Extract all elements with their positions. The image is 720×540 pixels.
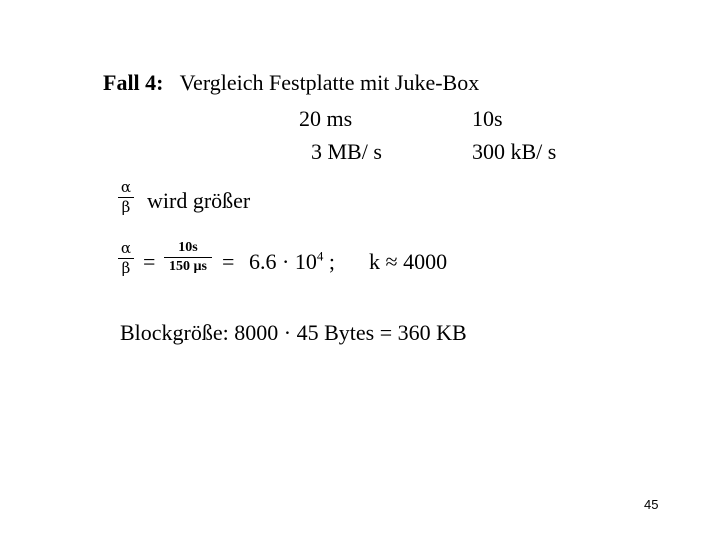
rate-jukebox: 300 kB/ s bbox=[472, 139, 557, 164]
fraction-numerator: 10s bbox=[178, 240, 198, 255]
heading-label: Fall 4: bbox=[103, 70, 164, 95]
formula-rhs-fraction bbox=[164, 241, 212, 274]
alpha-symbol: α bbox=[120, 239, 132, 257]
block-size-statement: Blockgröße: 8000 · 45 Bytes = 360 KB bbox=[120, 320, 467, 345]
heading-text: Vergleich Festplatte mit Juke-Box bbox=[179, 70, 480, 95]
alpha-symbol: α bbox=[120, 178, 132, 196]
formula-separator: ; bbox=[328, 249, 335, 274]
page-number: 45 bbox=[644, 497, 659, 512]
fraction-denominator: 150 µs bbox=[168, 259, 207, 274]
formula-value: 6.6 · 10 bbox=[249, 249, 317, 274]
k-value: k ≈ 4000 bbox=[369, 249, 448, 274]
slide-heading bbox=[103, 72, 479, 94]
beta-symbol: β bbox=[121, 259, 131, 277]
equals-sign: = bbox=[222, 249, 235, 274]
alpha-beta-fraction bbox=[118, 180, 134, 215]
formula-result bbox=[249, 248, 335, 274]
formula-exponent: 4 bbox=[316, 248, 324, 264]
fraction-bar bbox=[164, 257, 212, 258]
rate-disk: 3 MB/ s bbox=[311, 139, 382, 164]
latency-disk: 20 ms bbox=[299, 106, 353, 131]
latency-jukebox: 10s bbox=[472, 106, 503, 131]
formula-lhs-fraction bbox=[118, 241, 134, 276]
ratio-statement: wird größer bbox=[147, 188, 251, 213]
equals-sign: = bbox=[143, 249, 156, 274]
beta-symbol: β bbox=[121, 198, 131, 216]
